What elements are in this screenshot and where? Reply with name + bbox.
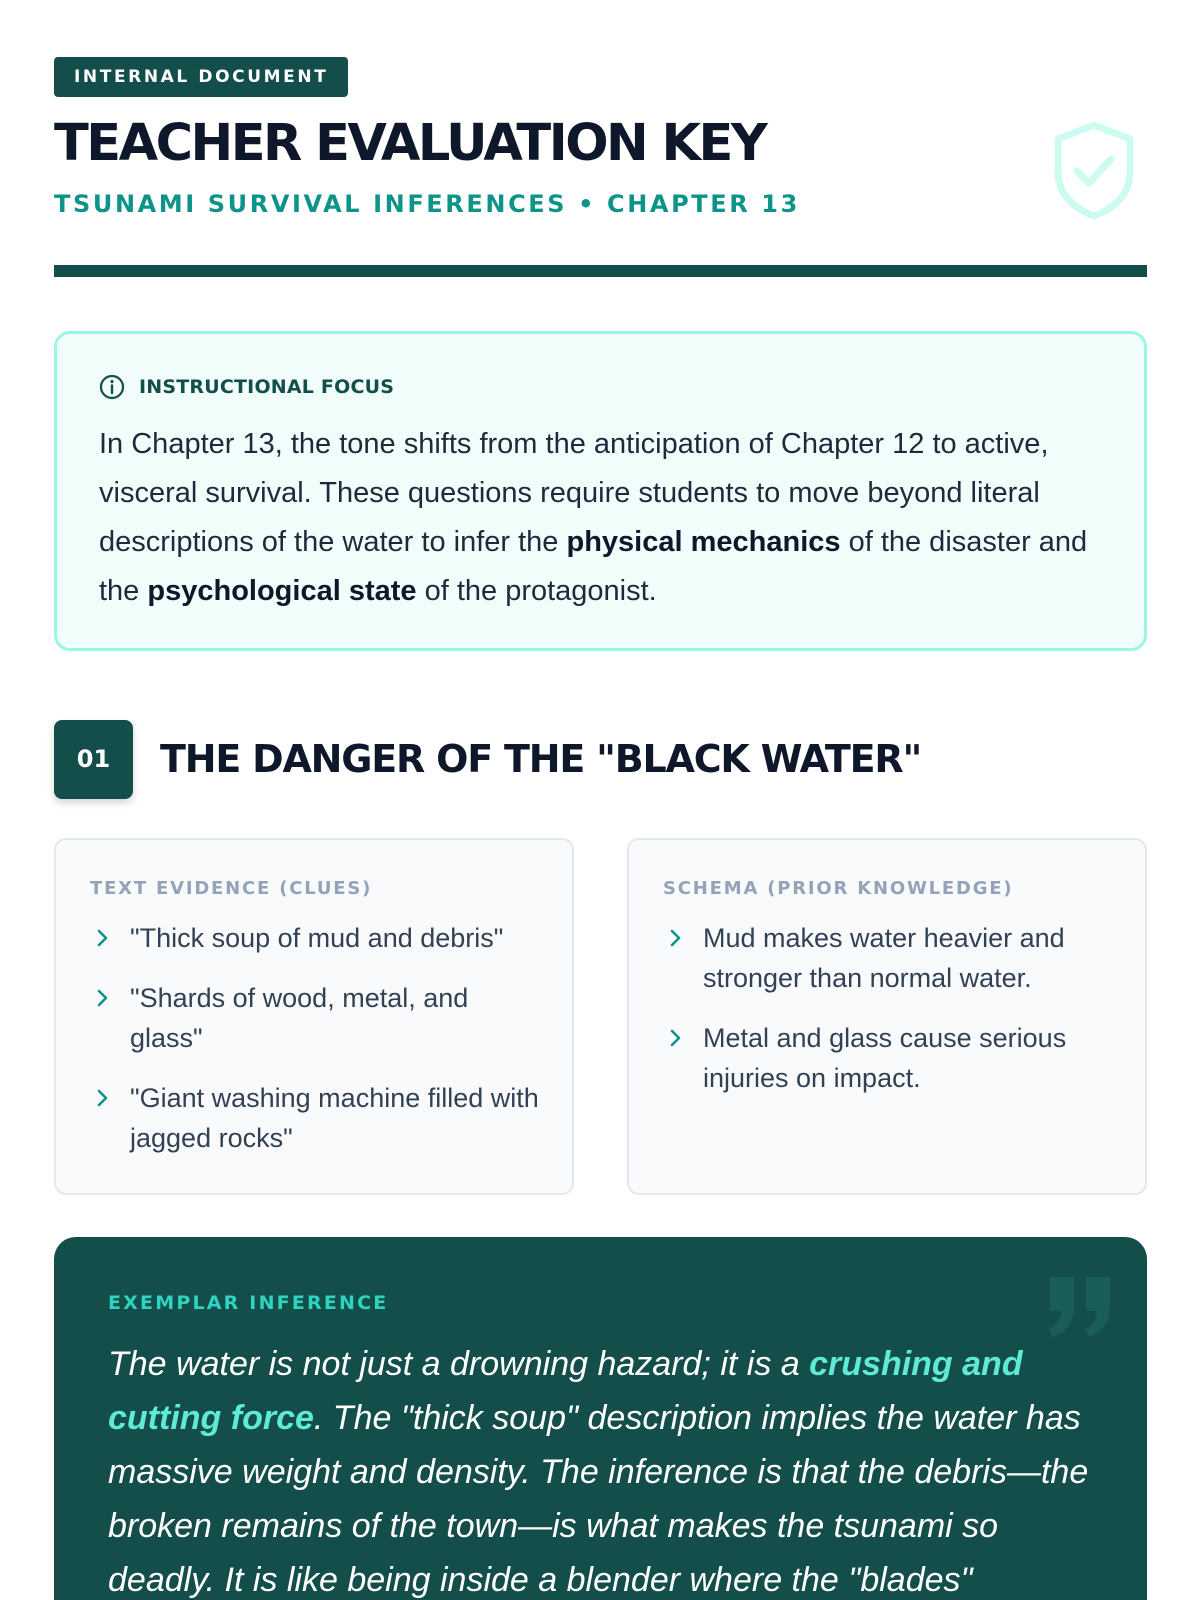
page-subtitle: TSUNAMI SURVIVAL INFERENCES • CHAPTER 13 xyxy=(54,190,800,218)
list-item: "Thick soup of mud and debris" xyxy=(90,918,546,958)
schema-list xyxy=(663,918,1119,1118)
exemplar-inference-box xyxy=(54,1237,1147,1600)
focus-label: INSTRUCTIONAL FOCUS xyxy=(139,376,395,398)
section-title: THE DANGER OF THE "BLACK WATER" xyxy=(160,737,922,781)
evidence-list xyxy=(90,918,546,1178)
evaluation-key-page xyxy=(54,0,1147,1600)
exemplar-highlight: crushing and cutting force xyxy=(108,1345,1023,1437)
chevron-right-icon xyxy=(667,928,685,948)
schema-card xyxy=(627,838,1147,1195)
focus-header xyxy=(99,374,394,400)
page-title: TEACHER EVALUATION KEY xyxy=(54,114,766,173)
list-item: "Giant washing machine filled with jagged rocks" xyxy=(90,1078,546,1158)
chevron-right-icon xyxy=(94,988,112,1008)
focus-text: In Chapter 13, the tone shifts from the anticipation of Chapter 12 to active, visceral survival. These questions require students to move beyond literal descriptions of the water to infer the physical mechanics of the disaster and the psychological state of the protagonist. xyxy=(99,428,1088,607)
section-number-badge: 01 xyxy=(54,720,133,799)
focus-emphasis: psychological state xyxy=(147,575,417,607)
exemplar-label: EXEMPLAR INFERENCE xyxy=(108,1292,389,1314)
chevron-right-icon xyxy=(94,928,112,948)
instructional-focus-box xyxy=(54,331,1147,651)
list-item: "Shards of wood, metal, and glass" xyxy=(90,978,546,1058)
shield-check-icon xyxy=(1051,120,1137,220)
evidence-label: TEXT EVIDENCE (CLUES) xyxy=(90,878,373,899)
info-icon xyxy=(99,374,125,400)
document-tag: INTERNAL DOCUMENT xyxy=(54,57,348,97)
list-item: Metal and glass cause serious injuries on impact. xyxy=(663,1018,1119,1098)
text-evidence-card xyxy=(54,838,574,1195)
focus-emphasis: physical mechanics xyxy=(566,526,841,558)
header-divider xyxy=(54,265,1147,277)
chevron-right-icon xyxy=(667,1028,685,1048)
quote-icon xyxy=(1044,1273,1118,1339)
chevron-right-icon xyxy=(94,1088,112,1108)
list-item: Mud makes water heavier and stronger than normal water. xyxy=(663,918,1119,998)
schema-label: SCHEMA (PRIOR KNOWLEDGE) xyxy=(663,878,1014,899)
exemplar-text: The water is not just a drowning hazard; it is a crushing and cutting force. The "thick soup" description implies the water has massive weight and density. The inference is that the debris—the broken remains of the town—is what makes the tsunami so deadly. It is like being inside a blender where the "blades" xyxy=(108,1345,1089,1599)
